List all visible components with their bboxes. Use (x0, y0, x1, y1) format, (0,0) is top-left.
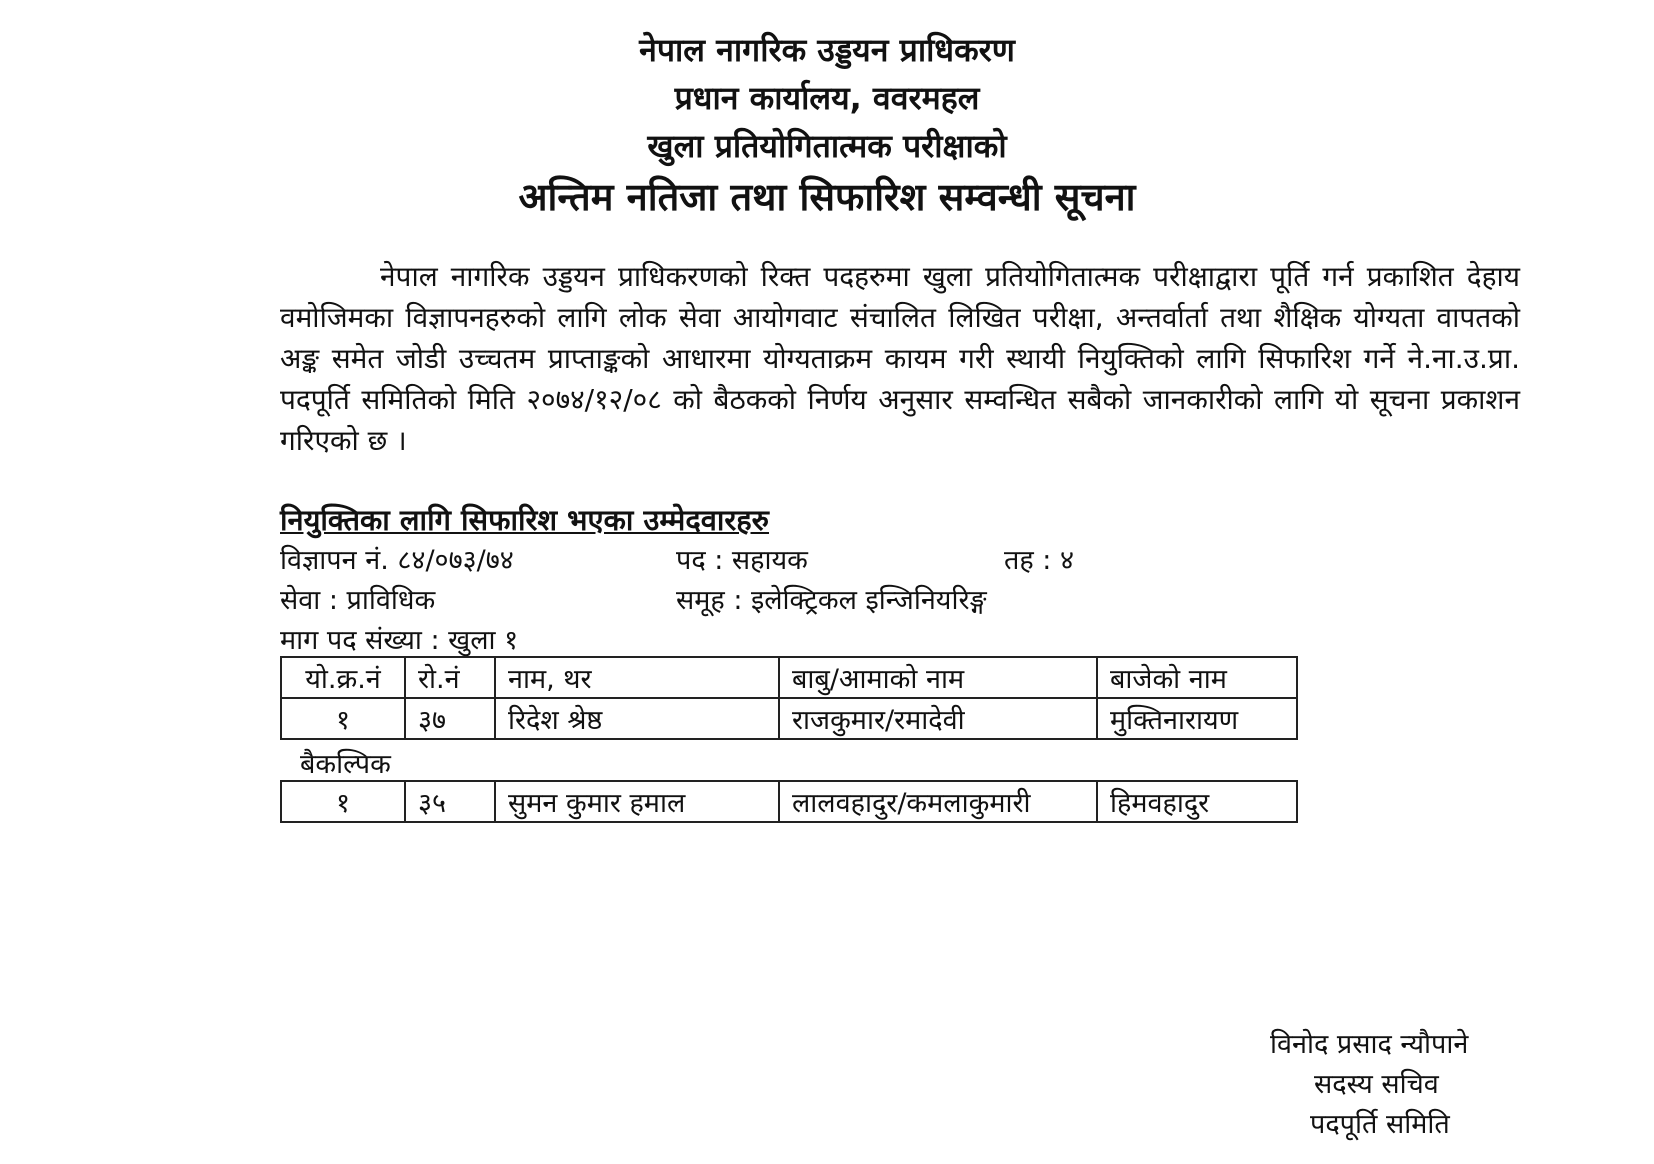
cell-serial: १ (281, 781, 405, 822)
cell-grandfather: मुक्तिनारायण (1097, 698, 1297, 739)
table-row (281, 781, 1297, 822)
group-name: समूह : इलेक्ट्रिकल इन्जिनियरिङ्ग (676, 585, 987, 616)
table-row (281, 698, 1297, 739)
cell-name: सुमन कुमार हमाल (495, 781, 779, 822)
office-name: प्रधान कार्यालय, ववरमहल (674, 79, 980, 117)
header-name: नाम, थर (495, 657, 779, 698)
alternate-label: बैकल्पिक (300, 749, 391, 780)
post-name: पद : सहायक (676, 545, 808, 576)
signatory-designation: सदस्य सचिव (1314, 1069, 1439, 1100)
cell-parents: लालवहादुर/कमलाकुमारी (779, 781, 1097, 822)
header-grandfather: बाजेको नाम (1097, 657, 1297, 698)
demand-post-count: माग पद संख्या : खुला १ (280, 625, 519, 656)
cell-parents: राजकुमार/रमादेवी (779, 698, 1097, 739)
alternate-candidates-table (280, 780, 1298, 823)
header-roll: रो.नं (405, 657, 495, 698)
post-level: तह : ४ (1004, 545, 1075, 576)
section-title: नियुक्तिका लागि सिफारिश भएका उम्मेदवारहरु (280, 503, 770, 537)
recommended-candidates-table (280, 656, 1298, 740)
notice-paragraph: नेपाल नागरिक उड्डयन प्राधिकरणको रिक्त पदहरुमा खुला प्रतियोगितात्मक परीक्षाद्वारा पूर्ति गर्न प्रकाशित देहाय वमोजिमका विज्ञापनहरुको लागि लोक सेवा आयोगवाट संचालित लिखित परीक्षा, अन्तर्वार्ता तथा शैक्षिक योग्यता वापतको अङ्क समेत जोडी उच्चतम प्राप्ताङ्कको आधारमा योग्यताक्रम कायम गरी स्थायी नियुक्तिको लागि सिफारिश गर्ने ने.ना.उ.प्रा. पदपूर्ति समितिको मिति २०७४/१२/०८ को बैठकको निर्णय अनुसार सम्वन्धित सबैको जानकारीको लागि यो सूचना प्रकाशन गरिएको छ । (280, 260, 1520, 457)
cell-grandfather: हिमवहादुर (1097, 781, 1297, 822)
service-name: सेवा : प्राविधिक (280, 585, 436, 616)
cell-roll: ३७ (405, 698, 495, 739)
header-parents: बाबु/आमाको नाम (779, 657, 1097, 698)
header-serial: यो.क्र.नं (281, 657, 405, 698)
cell-roll: ३५ (405, 781, 495, 822)
cell-name: रिदेश श्रेष्ठ (495, 698, 779, 739)
notice-title: अन्तिम नतिजा तथा सिफारिश सम्वन्धी सूचना (518, 175, 1136, 219)
advertisement-number: विज्ञापन नं. ८४/०७३/७४ (280, 545, 514, 576)
signatory-name: विनोद प्रसाद न्यौपाने (1270, 1029, 1469, 1060)
cell-serial: १ (281, 698, 405, 739)
exam-title: खुला प्रतियोगितात्मक परीक्षाको (647, 127, 1007, 165)
table-header-row (281, 657, 1297, 698)
organization-name: नेपाल नागरिक उड्डयन प्राधिकरण (639, 31, 1015, 69)
signatory-committee: पदपूर्ति समिति (1310, 1109, 1450, 1140)
